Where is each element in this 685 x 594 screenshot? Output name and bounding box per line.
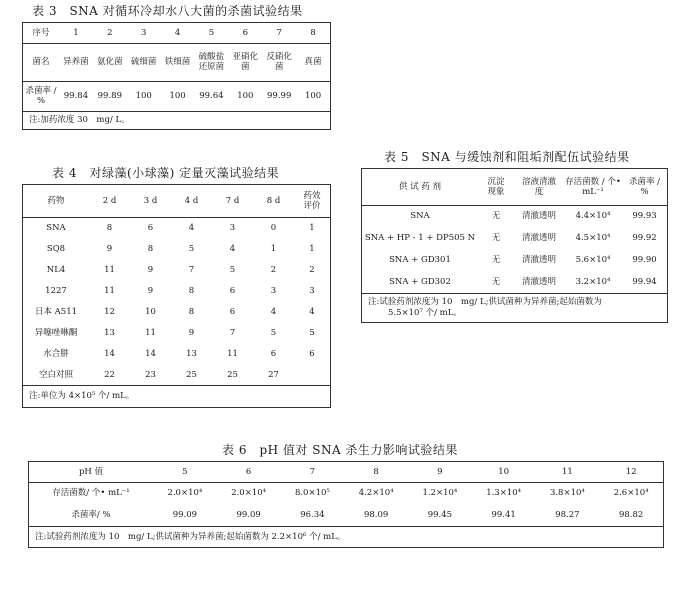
table5-row bbox=[362, 205, 667, 227]
table3-caption: 表 3 SNA 对循环冷却水八大菌的杀菌试验结果 bbox=[32, 4, 303, 18]
table4-cell: 13 bbox=[104, 327, 115, 338]
table4-header: 4 d bbox=[171, 185, 212, 217]
table4-cell: 25 bbox=[186, 369, 197, 380]
table4-cell: 4 bbox=[270, 306, 277, 317]
table4-cell: 3 bbox=[229, 222, 236, 233]
table5-note-line: 注:试验药剂浓度为 10 mg/ L;供试菌种为异养菌;起始菌数为 bbox=[368, 297, 602, 307]
table6-rate: 98.09 bbox=[363, 510, 389, 520]
table4-cell: 0 bbox=[270, 222, 277, 233]
table4-cell: 13 bbox=[186, 348, 197, 359]
table4-cell: 8 bbox=[147, 243, 154, 254]
table6-count: 1.3×10⁴ bbox=[486, 488, 522, 499]
table4-cell: 7 bbox=[188, 264, 195, 275]
table5-header: 杀菌率 / % bbox=[622, 169, 667, 205]
table3-bacterium: 真菌 bbox=[296, 43, 330, 81]
table4-cell: 8 bbox=[188, 306, 195, 317]
table3-bacterium: 反硝化菌 bbox=[262, 43, 296, 81]
table5-note-line: 5.5×10⁷ 个/ mL。 bbox=[388, 308, 462, 318]
table5-cell: 无 bbox=[491, 211, 501, 222]
table6-count: 1.2×10⁴ bbox=[422, 488, 458, 499]
table4-header-row bbox=[23, 185, 330, 217]
table4-header: 3 d bbox=[130, 185, 171, 217]
table4-cell: 水合肼 bbox=[43, 348, 69, 359]
table6-count: 4.2×10⁴ bbox=[358, 488, 394, 499]
table3-note: 注:加药浓度 30 mg/ L。 bbox=[23, 111, 330, 129]
table3-bacterium: 硫细菌 bbox=[127, 43, 161, 81]
table4-row bbox=[23, 301, 330, 322]
table4-cell: 1 bbox=[309, 243, 315, 254]
table4-cell: 10 bbox=[145, 306, 156, 317]
table4-cell: 5 bbox=[309, 327, 315, 338]
table5-cell: 99.94 bbox=[632, 277, 657, 287]
table3-bacterium: 亚硝化菌 bbox=[228, 43, 262, 81]
table4-cell: 1 bbox=[270, 243, 277, 254]
table6-ph: 7 bbox=[281, 462, 345, 482]
table4-cell: 27 bbox=[268, 369, 279, 380]
table3-rate: 100 bbox=[237, 91, 254, 102]
table4-cell: 14 bbox=[104, 348, 115, 359]
table5-caption: 表 5 SNA 与缓蚀剂和阻垢剂配伍试验结果 bbox=[384, 150, 630, 164]
table4-cell: 3 bbox=[270, 285, 277, 296]
table6-count: 2.0×10⁴ bbox=[231, 488, 267, 499]
table4-row bbox=[23, 322, 330, 343]
table4-cell: 7 bbox=[229, 327, 236, 338]
table3-number: 4 bbox=[161, 23, 195, 43]
table4-cell: 22 bbox=[104, 369, 115, 380]
table6-rate-row bbox=[29, 504, 663, 526]
table6-ph: 12 bbox=[599, 462, 663, 482]
table4-cell: 11 bbox=[104, 285, 115, 296]
table3-rate: 99.99 bbox=[267, 91, 292, 102]
table6-count: 2.0×10⁴ bbox=[167, 488, 203, 499]
table4-cell: 4 bbox=[188, 222, 195, 233]
table4-caption: 表 4 对绿藻(小球藻) 定量灭藻试验结果 bbox=[52, 166, 280, 180]
table4-cell: 5 bbox=[188, 243, 195, 254]
table3-rate: 99.84 bbox=[63, 91, 89, 102]
table3-bacteria-row bbox=[23, 43, 330, 81]
table4 bbox=[22, 184, 331, 408]
table6 bbox=[28, 461, 664, 548]
table3-number: 5 bbox=[195, 23, 229, 43]
table6-rate: 98.27 bbox=[555, 510, 580, 520]
table4-header: 8 d bbox=[253, 185, 294, 217]
table3-number-row bbox=[23, 23, 330, 43]
table5-note bbox=[362, 293, 667, 325]
table3-number: 8 bbox=[296, 23, 330, 43]
table5-cell: 无 bbox=[491, 277, 501, 287]
table4-cell: 6 bbox=[229, 285, 236, 296]
table6-ph-row bbox=[29, 462, 663, 482]
table4-cell: 9 bbox=[188, 327, 195, 338]
table4-cell: 6 bbox=[229, 306, 236, 317]
table3-row-label: 杀菌率 / % bbox=[25, 86, 57, 107]
table3 bbox=[22, 22, 331, 130]
table5-header: 存活菌数 / 个• mL⁻¹ bbox=[564, 169, 622, 205]
table6-rate: 99.41 bbox=[491, 510, 516, 520]
table4-cell: SQ8 bbox=[46, 243, 66, 254]
table4-row bbox=[23, 343, 330, 364]
table3-rate-row bbox=[23, 81, 330, 111]
table3-bacterium: 异养菌 bbox=[59, 43, 93, 81]
table5-cell: 99.93 bbox=[632, 211, 657, 222]
table4-cell: 2 bbox=[270, 264, 277, 275]
table4-cell: 6 bbox=[147, 222, 154, 233]
table6-count-row bbox=[29, 482, 663, 504]
table5-header: 沉淀现象 bbox=[478, 169, 514, 205]
table6-rate: 99.09 bbox=[236, 510, 261, 520]
table3-number: 2 bbox=[93, 23, 127, 43]
table5-cell: 清澈透明 bbox=[521, 277, 556, 287]
table6-row-label: pH 值 bbox=[29, 462, 153, 482]
table4-cell: 11 bbox=[104, 264, 115, 275]
table4-cell: 9 bbox=[147, 264, 154, 275]
table6-ph: 10 bbox=[472, 462, 536, 482]
table4-cell: 8 bbox=[188, 285, 195, 296]
table4-cell bbox=[294, 364, 330, 385]
table4-cell: SNA bbox=[46, 222, 66, 233]
table3-bacterium: 氨化菌 bbox=[93, 43, 127, 81]
table4-header: 2 d bbox=[89, 185, 130, 217]
table3-rate: 99.89 bbox=[97, 91, 122, 102]
table4-row bbox=[23, 280, 330, 301]
table4-cell: 5 bbox=[229, 264, 236, 275]
table5-row bbox=[362, 249, 667, 271]
table4-row bbox=[23, 364, 330, 385]
table4-row bbox=[23, 259, 330, 280]
table5-cell: 清澈透明 bbox=[521, 255, 556, 265]
table6-count: 2.6×10⁴ bbox=[613, 488, 649, 499]
table6-rate: 99.09 bbox=[172, 510, 198, 520]
table4-cell: 23 bbox=[145, 369, 156, 380]
table6-count: 3.8×10⁴ bbox=[549, 488, 585, 499]
table5-cell: 99.90 bbox=[632, 255, 657, 265]
table6-note: 注:试验药剂浓度为 10 mg/ L;供试菌种为异养菌;起始菌数为 2.2×10⁶ 个/ mL。 bbox=[29, 526, 663, 547]
table5-cell: 4.5×10⁴ bbox=[575, 233, 611, 243]
table6-rate: 99.45 bbox=[427, 510, 453, 520]
table5-header: 溶液清澈度 bbox=[514, 169, 564, 205]
table6-caption: 表 6 pH 值对 SNA 杀生力影响试验结果 bbox=[222, 443, 458, 457]
table4-cell: 4 bbox=[229, 243, 236, 254]
table4-note: 注:单位为 4×10⁵ 个/ mL。 bbox=[23, 385, 330, 406]
table6-row-label: 存活菌数/ 个• mL⁻¹ bbox=[52, 488, 130, 499]
table4-cell: 异噻唑啉酮 bbox=[34, 327, 78, 338]
table4-row bbox=[23, 217, 330, 238]
table5-header: 供 试 药 剂 bbox=[362, 169, 478, 205]
table4-cell: 1 bbox=[309, 222, 315, 233]
table3-rate: 99.64 bbox=[199, 91, 224, 102]
table5-cell: 4.4×10⁴ bbox=[575, 211, 611, 222]
table4-cell: 11 bbox=[145, 327, 156, 338]
table4-cell: 2 bbox=[309, 264, 315, 275]
table3-row-label: 序号 bbox=[23, 23, 59, 43]
table4-cell: 9 bbox=[106, 243, 113, 254]
table5-cell: SNA + GD301 bbox=[389, 255, 451, 265]
table4-cell: 4 bbox=[309, 306, 315, 317]
table4-body bbox=[23, 217, 330, 385]
table3-rate: 100 bbox=[304, 91, 322, 102]
table5-cell: SNA + HP - 1 + DP505 N bbox=[364, 233, 476, 243]
table3-rate: 100 bbox=[135, 91, 152, 102]
table3-number: 7 bbox=[262, 23, 296, 43]
table4-cell: 9 bbox=[147, 285, 154, 296]
table6-ph: 8 bbox=[344, 462, 408, 482]
table4-cell: 日本 A511 bbox=[34, 306, 78, 317]
table6-rate: 96.34 bbox=[300, 510, 325, 520]
table4-cell: 1227 bbox=[45, 285, 67, 296]
table4-header: 药物 bbox=[23, 185, 89, 217]
table6-ph: 9 bbox=[408, 462, 472, 482]
table4-header: 药效评价 bbox=[294, 185, 330, 217]
table5-body bbox=[362, 205, 667, 293]
table3-number: 6 bbox=[228, 23, 262, 43]
table3-number: 3 bbox=[127, 23, 161, 43]
table5-cell: 5.6×10⁴ bbox=[575, 255, 611, 265]
table5-row bbox=[362, 227, 667, 249]
table4-cell: NL4 bbox=[46, 264, 66, 275]
table5-row bbox=[362, 271, 667, 293]
table4-cell: 空白对照 bbox=[38, 369, 73, 380]
table6-rate: 98.82 bbox=[618, 510, 644, 520]
table6-row-label: 杀菌率/ % bbox=[71, 510, 111, 520]
table3-number: 1 bbox=[59, 23, 93, 43]
table6-ph: 11 bbox=[536, 462, 600, 482]
table5-cell: 清澈透明 bbox=[521, 233, 556, 243]
table4-cell: 25 bbox=[227, 369, 238, 380]
table6-ph: 5 bbox=[153, 462, 217, 482]
table5-cell: 无 bbox=[491, 255, 501, 265]
table4-cell: 12 bbox=[104, 306, 115, 317]
table3-bacterium: 铁细菌 bbox=[161, 43, 195, 81]
table5-header-row bbox=[362, 169, 667, 205]
table4-cell: 5 bbox=[270, 327, 277, 338]
table4-cell: 11 bbox=[227, 348, 238, 359]
table4-cell: 14 bbox=[145, 348, 156, 359]
table6-ph: 6 bbox=[217, 462, 281, 482]
table4-cell: 6 bbox=[270, 348, 277, 359]
table3-bacterium: 硫酸盐还原菌 bbox=[195, 43, 229, 81]
table5-cell: 3.2×10⁴ bbox=[575, 277, 611, 287]
table6-count: 8.0×10⁵ bbox=[294, 488, 330, 499]
table4-cell: 6 bbox=[309, 348, 315, 359]
table3-rate: 100 bbox=[169, 91, 186, 102]
table5 bbox=[361, 168, 668, 323]
table3-row-label: 菌名 bbox=[23, 43, 59, 81]
table5-cell: 99.92 bbox=[632, 233, 657, 243]
table4-cell: 3 bbox=[309, 285, 315, 296]
table5-cell: SNA + GD302 bbox=[389, 277, 451, 287]
table5-cell: SNA bbox=[410, 211, 430, 222]
table4-header: 7 d bbox=[212, 185, 253, 217]
table5-cell: 清澈透明 bbox=[521, 211, 556, 222]
table4-row bbox=[23, 238, 330, 259]
table4-cell: 8 bbox=[106, 222, 113, 233]
table5-cell: 无 bbox=[491, 233, 501, 243]
